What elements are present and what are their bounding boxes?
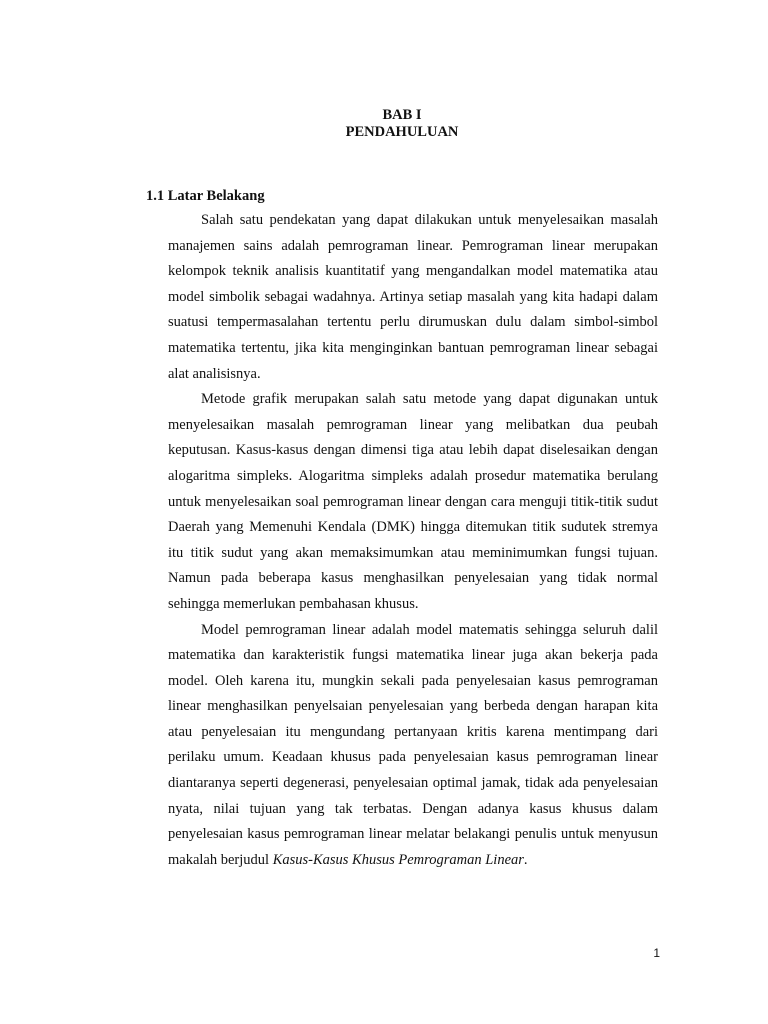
paper-title-italic: Kasus-Kasus Khusus Pemrograman Linear bbox=[272, 851, 524, 868]
body-text bbox=[168, 208, 658, 873]
paragraph-2: Metode grafik merupakan salah satu metode yang dapat digunakan untuk menyelesaikan masalah pemrograman linear yang melibatkan dua peubah keputusan. Kasus-kasus dengan dimensi tiga atau lebih dapat diselesaikan dengan alogaritma simpleks. Alogaritma simpleks adalah prosedur matematika berulang untuk menyelesaikan soal pemrograman linear dengan cara menguji titik-titik sudut Daerah yang Memenuhi Kendala (DMK) hingga ditemukan titik sudutek stremya itu titik sudut yang akan memaksimumkan atau meminimumkan fungsi tujuan. Namun pada beberapa kasus menghasilkan penyelesaian yang tidak normal sehingga memerlukan pembahasan khusus. bbox=[168, 391, 658, 612]
paragraph-3 bbox=[168, 618, 658, 874]
paragraph-3-end: . bbox=[523, 851, 528, 868]
chapter-title: PENDAHULUAN bbox=[345, 124, 459, 140]
page-number: 1 bbox=[653, 946, 660, 960]
section-heading: 1.1 Latar Belakang bbox=[146, 188, 265, 204]
chapter-label: BAB I bbox=[382, 107, 422, 123]
paragraph-1: Salah satu pendekatan yang dapat dilakukan untuk menyelesaikan masalah manajemen sains adalah pemrograman linear. Pemrograman linear merupakan kelompok teknik analisis kuantitatif yang mengandalkan model matematika atau model simbolik sebagai wadahnya. Artinya setiap masalah yang kita hadapi dalam suatusi tempermasalahan tertentu perlu dirumuskan dulu dalam simbol-simbol matematika tertentu, jika kita menginginkan bantuan pemrograman linear sebagai alat analisisnya. bbox=[168, 212, 658, 382]
paragraph-3-text: Model pemrograman linear adalah model matematis sehingga seluruh dalil matematika dan karakteristik fungsi matematika linear juga akan bekerja pada model. Oleh karena itu, mungkin sekali pada penyelesaian kasus pemrograman linear menghasilkan penyelsaian penyelesaian yang berbeda dengan harapan kita atau penyelesaian itu mengundang pertanyaan kritis karena mentimpang dari perilaku umum. Keadaan khusus pada penyelesaian kasus pemrograman linear diantaranya seperti degenerasi, penyelesaian optimal jamak, tidak ada penyelesaian nyata, nilai tujuan yang tak terbatas. Dengan adanya kasus khusus dalam penyelesaian kasus pemrograman linear melatar belakangi penulis untuk menyusun makalah berjudul bbox=[168, 621, 658, 868]
